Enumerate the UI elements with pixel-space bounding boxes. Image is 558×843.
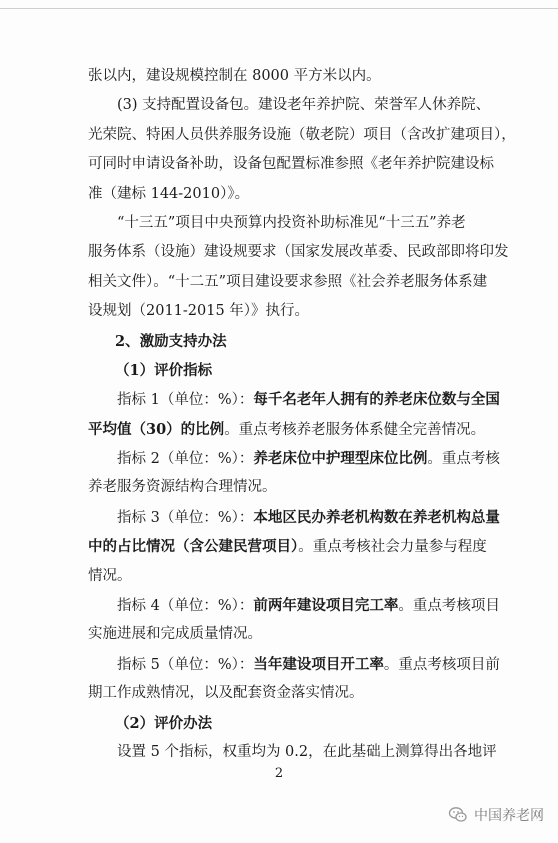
bold-text: 养老床位中护理型床位比例 <box>253 450 428 468</box>
bold-text: 本地区民办养老机构数在养老机构总量 <box>253 508 500 526</box>
text-line <box>88 562 510 591</box>
text-line <box>88 650 510 679</box>
bold-text: （2）评价办法 <box>115 714 213 732</box>
text-line <box>88 415 510 444</box>
text-line <box>88 62 510 91</box>
bold-text: 平均值（30）的比例 <box>88 420 225 438</box>
body-text: 指标 1（单位：%）： <box>117 392 254 409</box>
text-line <box>88 385 510 414</box>
body-text: 。重点考核社会力量参与程度 <box>298 539 487 556</box>
body-text: 光荣院、特困人员供养服务设施（敬老院）项目（含改扩建项目）， <box>88 126 516 143</box>
body-text: 设规划（2011-2015 年）》执行。 <box>88 303 310 320</box>
text-line <box>88 91 510 120</box>
text-line <box>88 503 510 532</box>
body-text: 。重点考核项目 <box>398 598 500 615</box>
text-line <box>88 180 510 209</box>
body-text: “十三五”项目中央预算内投资补助标准见“十三五”养老 <box>117 214 466 231</box>
bold-text: 每千名老年人拥有的养老床位数与全国 <box>253 391 500 409</box>
text-line <box>88 268 510 297</box>
body-text: 指标 5（单位：%）： <box>117 656 254 673</box>
body-text: 张以内，建设规模控制在 8000 平方米以内。 <box>88 68 381 84</box>
text-line <box>88 297 510 326</box>
text-line <box>88 150 510 179</box>
wechat-icon <box>448 805 468 825</box>
body-text: 相关文件）。“十二五”项目建设要求参照《社会养老服务体系建 <box>88 273 488 290</box>
bold-text: （1）评价指标 <box>115 361 213 379</box>
top-rule <box>0 8 558 9</box>
document-body <box>88 62 516 767</box>
text-line <box>88 444 510 473</box>
body-text: 养老服务资源结构合理情况。 <box>88 479 277 496</box>
body-text: 指标 2（单位：%）： <box>117 451 254 468</box>
body-text: 。重点考核 <box>427 451 500 468</box>
text-line <box>88 238 510 267</box>
watermark <box>448 804 544 826</box>
text-line <box>88 620 510 649</box>
text-line <box>88 209 510 238</box>
text-line <box>88 738 510 767</box>
body-text: 。重点考核养老服务体系健全完善情况。 <box>224 421 486 438</box>
body-text: 指标 4（单位：%）： <box>117 598 254 615</box>
body-text: 。重点考核项目前 <box>383 656 500 673</box>
bold-text: 当年建设项目开工率 <box>253 655 384 673</box>
bold-text: 中的占比情况（含公建民营项目） <box>88 538 299 556</box>
body-text: 指标 3（单位：%）： <box>117 509 254 526</box>
bold-text: 2、激励支持办法 <box>115 332 227 350</box>
text-line <box>88 709 510 738</box>
text-line <box>88 356 510 385</box>
text-line <box>88 121 516 150</box>
text-line <box>88 532 510 561</box>
body-text: 准（建标 144-2010）》。 <box>88 185 250 202</box>
body-text: 情况。 <box>88 567 132 584</box>
body-text: 可同时申请设备补助，设备包配置标准参照《老年养护院建设标 <box>88 156 494 173</box>
body-text: 设置 5 个指标，权重均为 0.2，在此基础上测算得出各地评 <box>117 743 497 760</box>
text-line <box>88 591 510 620</box>
body-text: 服务体系（设施）建设规要求（国家发展改革委、民政部即将印发 <box>88 244 509 261</box>
bold-text: 前两年建设项目完工率 <box>253 597 399 615</box>
text-line <box>88 327 510 356</box>
text-line <box>88 679 510 708</box>
text-line <box>88 473 510 502</box>
page-number: 2 <box>274 766 284 781</box>
body-text: 实施进展和完成质量情况。 <box>88 626 262 643</box>
watermark-text: 中国养老网 <box>474 808 544 824</box>
body-text: 期工作成熟情况，以及配套资金落实情况。 <box>88 685 364 702</box>
body-text: (3) 支持配置设备包。建设老年养护院、荣誉军人休养院、 <box>117 97 491 114</box>
